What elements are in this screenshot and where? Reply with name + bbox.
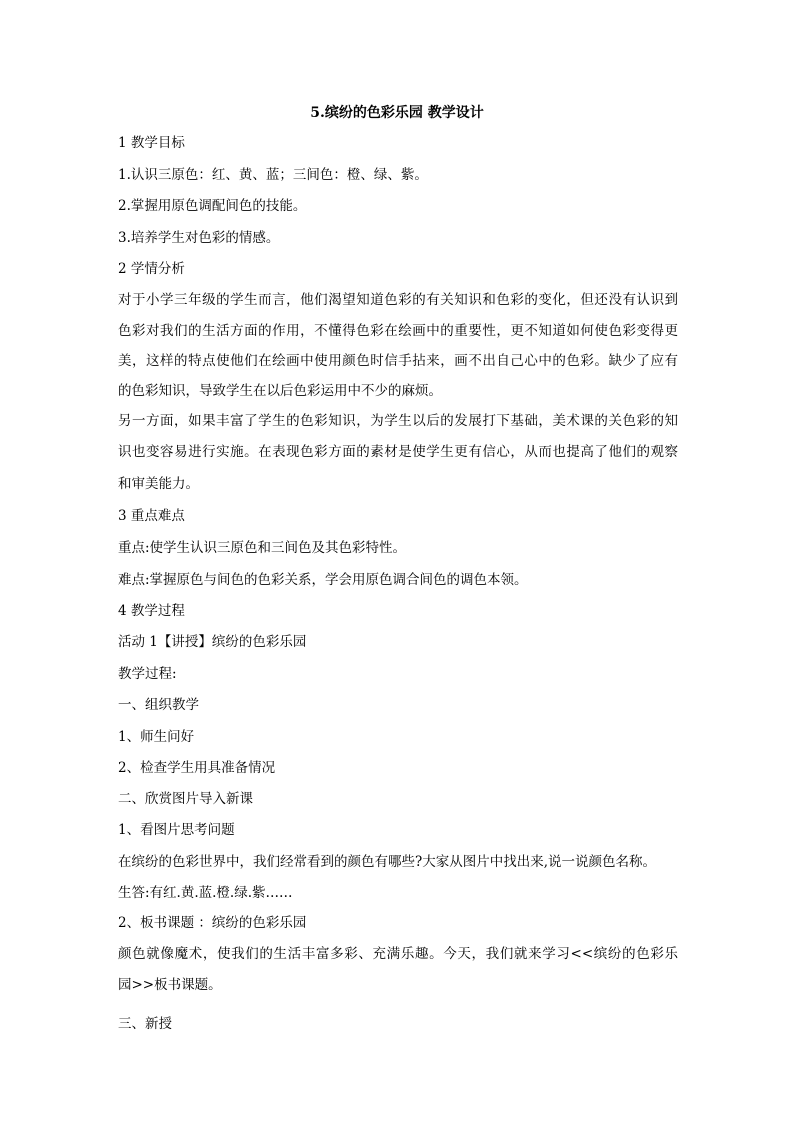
section-heading-objectives: 1 教学目标	[118, 135, 185, 151]
step-item: 1、看图片思考问题	[118, 822, 235, 838]
paragraph-line: 美，这样的特点使他们在绘画中使用颜色时信手拈来，画不出自己心中的色彩。缺少了应有	[118, 353, 678, 369]
objective-item: 1.认识三原色：红、黄、蓝；三间色：橙、绿、紫。	[118, 167, 428, 183]
step-item: 1、师生问好	[118, 729, 195, 745]
step-item: 2、板书课题 ：缤纷的色彩乐园	[118, 915, 307, 931]
paragraph-line: 在缤纷的色彩世界中，我们经常看到的颜色有哪些?大家从图片中找出来,说一说颜色名称。	[118, 854, 657, 870]
paragraph-line: 的色彩知识，导致学生在以后色彩运用中不少的麻烦。	[118, 383, 442, 399]
paragraph-line: 另一方面，如果丰富了学生的色彩知识，为学生以后的发展打下基础，美术课的关色彩的知	[118, 413, 678, 429]
paragraph-line: 对于小学三年级的学生而言，他们渴望知道色彩的有关知识和色彩的变化，但还没有认识到	[118, 292, 678, 308]
paragraph-line: 识也变容易进行实施。在表现色彩方面的素材是使学生更有信心，从而也提高了他们的观察	[118, 444, 678, 460]
step-heading: 二、欣赏图片导入新课	[118, 791, 253, 807]
section-heading-process: 4 教学过程	[118, 603, 185, 619]
section-heading-analysis: 2 学情分析	[118, 261, 185, 277]
objective-item: 2.掌握用原色调配间色的技能。	[118, 198, 307, 214]
paragraph-line: 颜色就像魔术，使我们的生活丰富多彩、充满乐趣。今天，我们就来学习<<缤纷的色彩乐	[118, 946, 678, 962]
difficulty-line: 难点:掌握原色与间色的色彩关系，学会用原色调合间色的调色本领。	[118, 572, 528, 588]
paragraph-line: 和审美能力。	[118, 476, 199, 492]
step-heading: 一、组织教学	[118, 697, 199, 713]
document-title: 5.缤纷的色彩乐园 教学设计	[310, 105, 484, 121]
paragraph-line: 生答:有红.黄.蓝.橙.绿.紫……	[118, 885, 293, 901]
process-label: 教学过程:	[118, 666, 177, 682]
paragraph-line: 色彩对我们的生活方面的作用，不懂得色彩在绘画中的重要性，更不知道如何使色彩变得更	[118, 323, 678, 339]
step-item: 2、检查学生用具准备情况	[118, 760, 276, 776]
paragraph-line: 园>>板书课题。	[118, 977, 222, 993]
step-heading: 三、新授	[118, 1016, 172, 1032]
section-heading-keypoints: 3 重点难点	[118, 508, 185, 524]
activity-heading: 活动 1【讲授】缤纷的色彩乐园	[118, 634, 307, 650]
objective-item: 3.培养学生对色彩的情感。	[118, 230, 280, 246]
keypoint-line: 重点:使学生认识三原色和三间色及其色彩特性。	[118, 540, 407, 556]
